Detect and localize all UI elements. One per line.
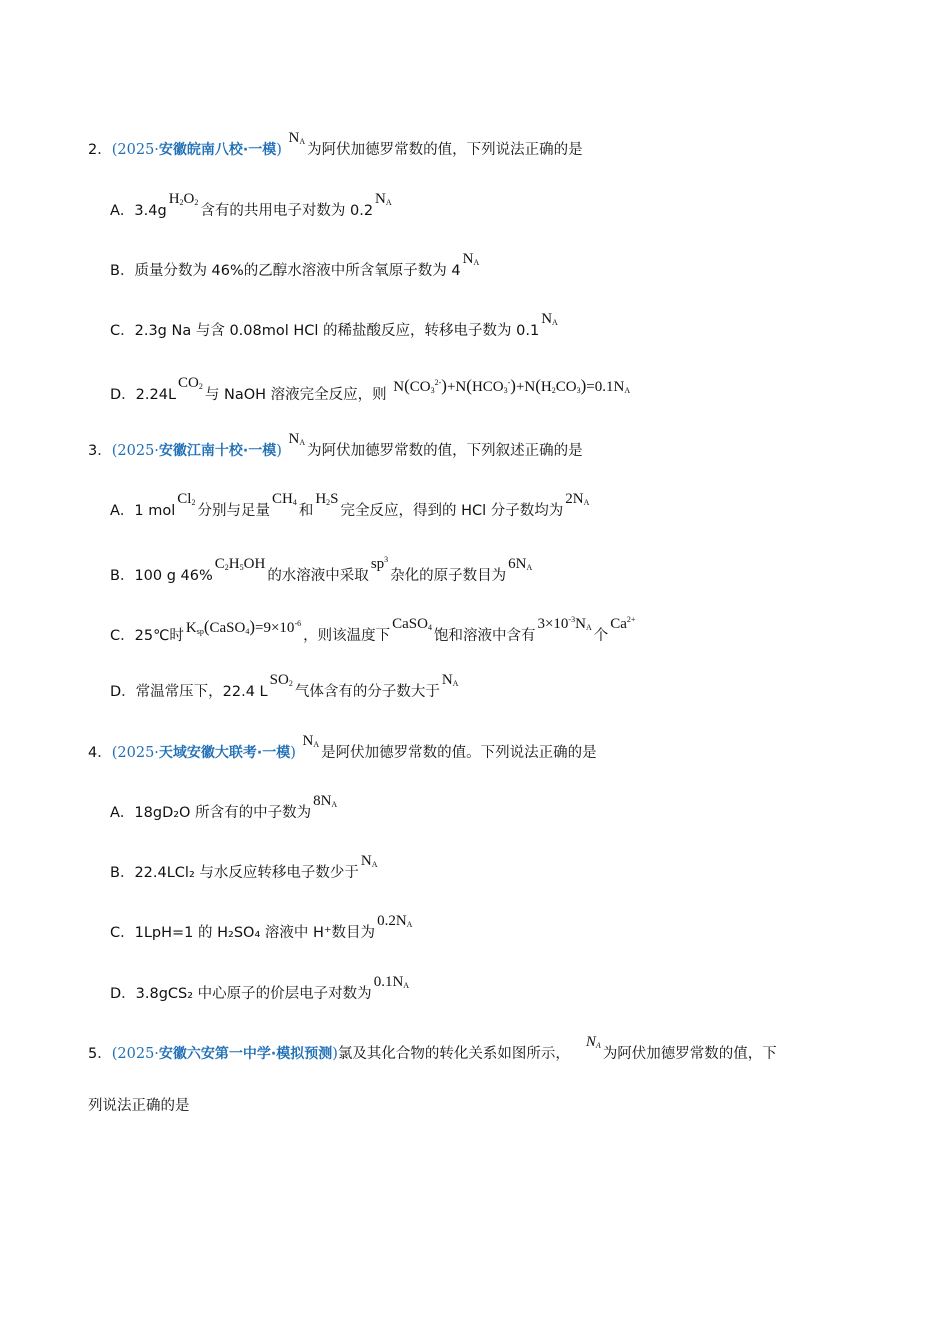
option-d: D．3.8gCS₂ 中心原子的价层电子对数为$0.1N_A$: [110, 974, 410, 1002]
question-source: (2025·天域安徽大联考·一模): [111, 745, 296, 761]
question-source: (2025·安徽江南十校·一模): [111, 443, 282, 459]
formula-h2o2: $H_2O_2$: [168, 191, 199, 207]
formula-8na: $8N_A$: [313, 793, 338, 809]
formula-ch4: $CH_4$: [271, 491, 297, 507]
formula-3e-3na: $3\times 10^{-3}N_A$: [537, 615, 592, 632]
option-c: C．1LpH=1 的 H₂SO₄ 溶液中 H⁺数目为$0.2N_A$: [110, 913, 413, 941]
option-d: D．常温常压下，22.4 $LSO_2$气体含有的分子数大于$N_A$: [110, 672, 459, 700]
question-source: (2025·安徽皖南八校·一模): [111, 142, 282, 158]
formula-na: $N_A$: [360, 853, 378, 869]
formula-h2s: $H_2S$: [315, 491, 339, 507]
formula-na: $N_A$: [541, 311, 558, 327]
formula-na: $N_A$: [288, 130, 306, 146]
formula-na: $N_A$: [375, 191, 392, 207]
option-c: C．25℃时 $K_{sp}(CaSO_4)=9\times 10^{-6}$，则该温度下CaSO$_4$饱和溶液中含有$3\times 10^{-3}N_A$个$Ca^{2+}$: [110, 615, 636, 644]
formula-na: $N_A$: [288, 431, 306, 447]
formula-c2h5oh: $C_2H_5OH$: [214, 556, 266, 572]
question-5-stem-continued: 列说法正确的是: [88, 1098, 190, 1114]
formula-sp3: $sp^3$: [370, 555, 389, 572]
option-b: B．22.4LCl₂ 与水反应转移电子数少于$N_A$: [110, 853, 378, 881]
formula-carbonate-sum: $N(CO_3^{2-})+N(HCO_3^-)+N(H_2CO_3)=0.1N_A$: [393, 376, 631, 395]
option-a: A．18gD₂O 所含有的中子数为$8N_A$: [110, 793, 338, 821]
formula-caso4: CaSO$_4$: [392, 616, 432, 632]
option-a: A．$3.4gH_2O_2$含有的共用电子对数为 $0.2N_A$: [110, 191, 392, 219]
option-b: B．100 g $46\%C_2H_5OH$的水溶液中采取$sp^3$杂化的原子数目为$6N_A$: [110, 555, 533, 584]
question-4-stem: 4．(2025·天域安徽大联考·一模) $N_A$是阿伏加德罗常数的值。下列说法正确的是: [88, 733, 597, 761]
formula-2na: $2N_A$: [565, 491, 590, 507]
option-d: D．$2.24LCO_2$与 NaOH 溶液完全反应，则 $N(CO_3^{2-})+N(HCO_3^-)+N(H_2CO_3)=0.1N_A$: [110, 375, 631, 403]
formula-6na: $6N_A$: [508, 556, 533, 572]
question-2-stem: 2．(2025·安徽皖南八校·一模) $N_A$为阿伏加德罗常数的值，下列说法正确的是: [88, 130, 583, 158]
formula-cl2: $Cl_2$: [177, 491, 196, 507]
formula-ksp: $K_{sp}(CaSO_4)=9\times 10^{-6}$: [185, 617, 302, 636]
option-b: B．质量分数为 46%的乙醇水溶液中所含氧原子数为 $4N_A$: [110, 251, 480, 279]
formula-na: $N_A$: [585, 1034, 601, 1050]
formula-co2: $CO_2$: [178, 375, 203, 391]
option-a: A．1 molCl$_2$分别与足量$CH_4$和$H_2S$完全反应，得到的 HCl 分子数均为$2N_A$: [110, 491, 590, 519]
formula-0.2na: $0.2N_A$: [377, 913, 413, 929]
question-3-stem: 3．(2025·安徽江南十校·一模) $N_A$为阿伏加德罗常数的值，下列叙述正确的是: [88, 431, 583, 459]
formula-ca2plus: $Ca^{2+}$: [610, 615, 636, 632]
formula-na: $N_A$: [302, 733, 320, 749]
formula-na: $N_A$: [441, 672, 459, 688]
formula-na: $N_A$: [462, 251, 480, 267]
formula-0.1na: $0.1N_A$: [373, 974, 410, 990]
question-5-stem: 5．(2025·安徽六安第一中学·模拟预测)氯及其化合物的转化关系如图所示，$N_A$为阿伏加德罗常数的值，下: [88, 1034, 777, 1062]
question-source: (2025·安徽六安第一中学·模拟预测): [111, 1046, 338, 1062]
formula-so2: $SO_2$: [269, 672, 293, 688]
option-c: C．2.3g Na 与含 0.08mol HCl 的稀盐酸反应，转移电子数为 $0.1N_A$: [110, 311, 558, 339]
